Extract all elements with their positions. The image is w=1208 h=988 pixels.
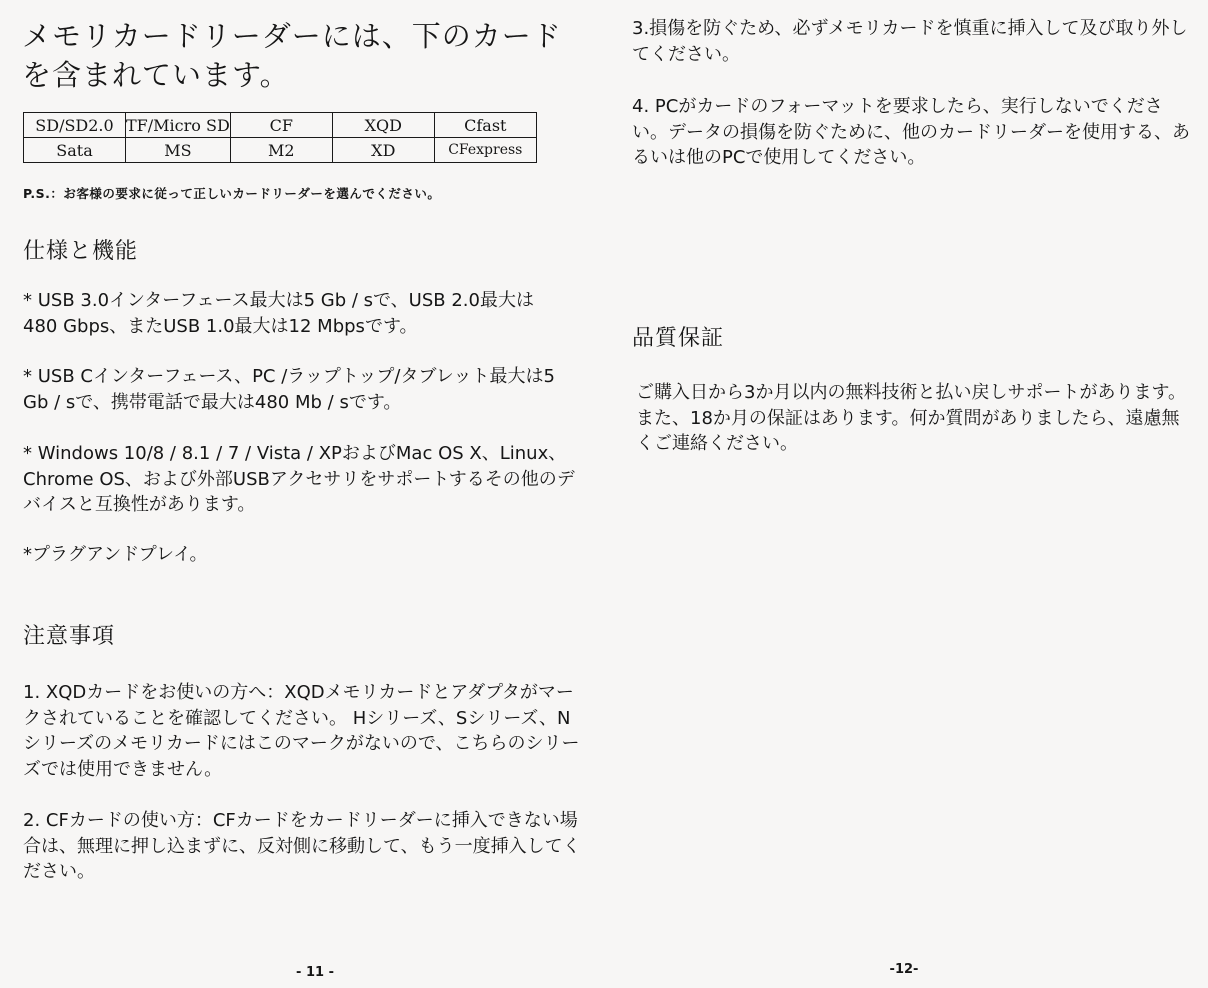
table-cell: M2	[230, 138, 332, 163]
spec-item: * USB Cインターフェース、PC /ラップトップ/タブレット最大は5 Gb / sで、携帯電話で最大は480 Mb / sです。	[23, 366, 556, 413]
note-item: 1. XQDカードをお使いの方へ：XQDメモリカードとアダプタがマークされていることを確認してください。 Hシリーズ、Sシリーズ、Nシリーズのメモリカードにはこのマークがないので、こちらのシリーズでは使用できません。	[23, 682, 580, 780]
table-cell: Sata	[24, 138, 126, 163]
warranty-heading: 品質保証	[632, 326, 725, 351]
table-cell: Cfast	[434, 113, 536, 138]
table-cell: CF	[230, 113, 332, 138]
spec-heading: 仕様と機能	[23, 239, 139, 264]
table-cell: XQD	[332, 113, 434, 138]
notes-heading: 注意事項	[23, 624, 116, 649]
page-number: -12-	[889, 962, 919, 977]
right-page	[604, 0, 1208, 988]
page-number: - 11 -	[296, 965, 334, 980]
ps-note: P.S.：お客様の要求に従って正しいカードリーダーを選んでください。	[23, 186, 441, 201]
table-cell: SD/SD2.0	[24, 113, 126, 138]
card-types-table	[23, 112, 537, 163]
page-title: メモリカードリーダーには、下のカードを含まれています。	[22, 19, 562, 92]
table-cell: MS	[126, 138, 231, 163]
note-item: 3.損傷を防ぐため、必ずメモリカードを慎重に挿入して及び取り外してください。	[632, 18, 1188, 65]
spec-item: *プラグアンドプレイ。	[23, 544, 208, 565]
spec-item: * USB 3.0インターフェース最大は5 Gb / sで、USB 2.0最大は480 Gbps、またUSB 1.0最大は12 Mbpsです。	[23, 290, 534, 337]
warranty-text: ご購入日から3か月以内の無料技術と払い戻しサポートがあります。また、18か月の保証はあります。何か質問がありましたら、遠慮無くご連絡ください。	[636, 382, 1187, 454]
table-cell: TF/Micro SD	[126, 113, 231, 138]
table-row	[24, 138, 537, 163]
table-cell: CFexpress	[434, 138, 536, 163]
table-row	[24, 113, 537, 138]
table-cell: XD	[332, 138, 434, 163]
spec-item: * Windows 10/8 / 8.1 / 7 / Vista / XPおよびMac OS X、Linux、Chrome OS、および外部USBアクセサリをサポートするその他のデバイスと互換性があります。	[23, 443, 575, 515]
note-item: 2. CFカードの使い方：CFカードをカードリーダーに挿入できない場合は、無理に押し込まずに、反対側に移動して、もう一度挿入してください。	[23, 810, 581, 882]
note-item: 4. PCがカードのフォーマットを要求したら、実行しないでください。データの損傷を防ぐために、他のカードリーダーを使用する、あるいは他のPCで使用してください。	[632, 96, 1190, 168]
